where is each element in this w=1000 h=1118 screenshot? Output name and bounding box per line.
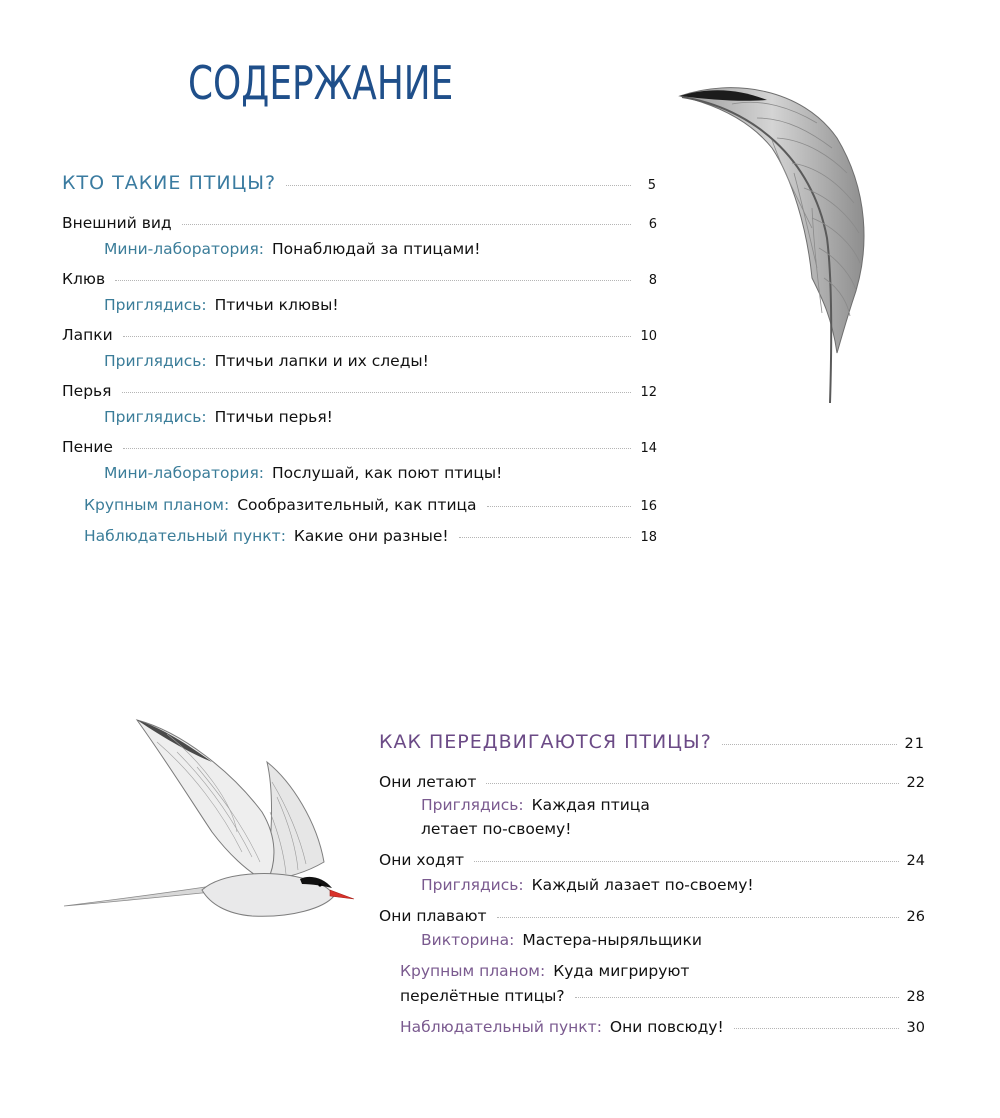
entry-label: Приглядись: bbox=[104, 296, 207, 314]
page-number: 8 bbox=[648, 273, 657, 288]
entry-label: Приглядись: bbox=[104, 408, 207, 426]
toc-entry[interactable] bbox=[62, 326, 657, 344]
dot-leader bbox=[123, 336, 631, 337]
dot-leader bbox=[122, 392, 632, 393]
dot-leader bbox=[575, 997, 899, 998]
toc-subentry-continuation[interactable] bbox=[421, 820, 571, 838]
entry-title: Лапки bbox=[62, 326, 113, 344]
dot-leader bbox=[286, 185, 631, 186]
entry-label: Наблюдательный пункт: bbox=[84, 527, 286, 545]
toc-subentry[interactable] bbox=[421, 876, 754, 894]
section-1-heading-text: КТО ТАКИЕ ПТИЦЫ? bbox=[62, 172, 277, 194]
toc-entry[interactable] bbox=[379, 851, 925, 869]
entry-text: Какие они разные! bbox=[293, 527, 449, 545]
dot-leader bbox=[115, 280, 631, 281]
toc-entry-continuation[interactable] bbox=[400, 987, 925, 1005]
entry-text: летает по-своему! bbox=[421, 820, 572, 838]
page-number: 18 bbox=[640, 530, 657, 545]
page-number: 24 bbox=[906, 853, 925, 869]
toc-entry[interactable] bbox=[62, 270, 657, 288]
toc-subentry[interactable] bbox=[421, 796, 650, 814]
entry-title: Они плавают bbox=[379, 907, 487, 925]
dot-leader bbox=[123, 448, 631, 449]
entry-label: Мини-лаборатория: bbox=[104, 240, 265, 258]
section-2-heading[interactable] bbox=[379, 731, 925, 753]
toc-subentry[interactable] bbox=[421, 931, 702, 949]
tern-bird-illustration bbox=[62, 712, 357, 927]
page-number: 30 bbox=[906, 1020, 925, 1036]
dot-leader bbox=[459, 537, 631, 538]
toc-entry[interactable] bbox=[62, 438, 657, 456]
toc-subentry[interactable] bbox=[104, 240, 480, 258]
page-number: 22 bbox=[906, 775, 925, 791]
dot-leader bbox=[734, 1028, 899, 1029]
entry-text: Каждая птица bbox=[531, 796, 650, 814]
section-1-heading[interactable] bbox=[62, 172, 657, 194]
entry-title: Внешний вид bbox=[62, 214, 172, 232]
entry-text: Птичьи перья! bbox=[214, 408, 333, 426]
toc-entry[interactable] bbox=[379, 773, 925, 791]
entry-text: Каждый лазает по-своему! bbox=[531, 876, 754, 894]
page-number: 14 bbox=[640, 441, 657, 456]
entry-text: Сообразительный, как птица bbox=[237, 496, 477, 514]
entry-title: Перья bbox=[62, 382, 112, 400]
page-number: 16 bbox=[640, 499, 657, 514]
entry-text: Послушай, как поют птицы! bbox=[272, 464, 503, 482]
entry-label: Приглядись: bbox=[421, 876, 524, 894]
entry-title: Они летают bbox=[379, 773, 477, 791]
toc-entry[interactable] bbox=[62, 382, 657, 400]
entry-title: Они ходят bbox=[379, 851, 465, 869]
entry-label: Наблюдательный пункт: bbox=[400, 1018, 602, 1036]
entry-label: Крупным планом: bbox=[84, 496, 230, 514]
page-title: СОДЕРЖАНИЕ bbox=[188, 56, 454, 110]
entry-label: Крупным планом: bbox=[400, 962, 546, 980]
page-number: 6 bbox=[648, 217, 657, 232]
entry-text: перелётные птицы? bbox=[400, 987, 565, 1005]
entry-text: Птичьи лапки и их следы! bbox=[214, 352, 429, 370]
section-2-heading-text: КАК ПЕРЕДВИГАЮТСЯ ПТИЦЫ? bbox=[379, 731, 712, 753]
entry-text: Мастера-ныряльщики bbox=[522, 931, 702, 949]
toc-entry[interactable] bbox=[379, 907, 925, 925]
dot-leader bbox=[486, 783, 898, 784]
entry-text: Птичьи клювы! bbox=[214, 296, 339, 314]
toc-subentry[interactable] bbox=[104, 464, 502, 482]
dot-leader bbox=[497, 917, 899, 918]
entry-title: Пение bbox=[62, 438, 113, 456]
toc-entry[interactable] bbox=[84, 496, 657, 514]
entry-text: Понаблюдай за птицами! bbox=[272, 240, 481, 258]
entry-text: Они повсюду! bbox=[609, 1018, 724, 1036]
toc-subentry[interactable] bbox=[104, 352, 429, 370]
toc-entry[interactable] bbox=[84, 527, 657, 545]
dot-leader bbox=[487, 506, 631, 507]
dot-leader bbox=[182, 224, 631, 225]
toc-subentry[interactable] bbox=[104, 408, 333, 426]
entry-label: Викторина: bbox=[421, 931, 515, 949]
dot-leader bbox=[474, 861, 898, 862]
toc-subentry[interactable] bbox=[104, 296, 339, 314]
page-number: 26 bbox=[906, 909, 925, 925]
page-number: 28 bbox=[906, 989, 925, 1005]
page-number: 12 bbox=[640, 385, 657, 400]
entry-label: Приглядись: bbox=[421, 796, 524, 814]
entry-title: Клюв bbox=[62, 270, 106, 288]
section-2-page-number: 21 bbox=[904, 736, 925, 752]
toc-entry[interactable] bbox=[62, 214, 657, 232]
entry-label: Мини-лаборатория: bbox=[104, 464, 265, 482]
feather-illustration bbox=[672, 78, 882, 413]
entry-text: Куда мигрируют bbox=[553, 962, 690, 980]
section-1-page-number: 5 bbox=[647, 178, 657, 193]
page-number: 10 bbox=[640, 329, 657, 344]
dot-leader bbox=[722, 744, 897, 745]
toc-entry[interactable] bbox=[400, 1018, 925, 1036]
toc-entry[interactable] bbox=[400, 962, 689, 980]
entry-label: Приглядись: bbox=[104, 352, 207, 370]
